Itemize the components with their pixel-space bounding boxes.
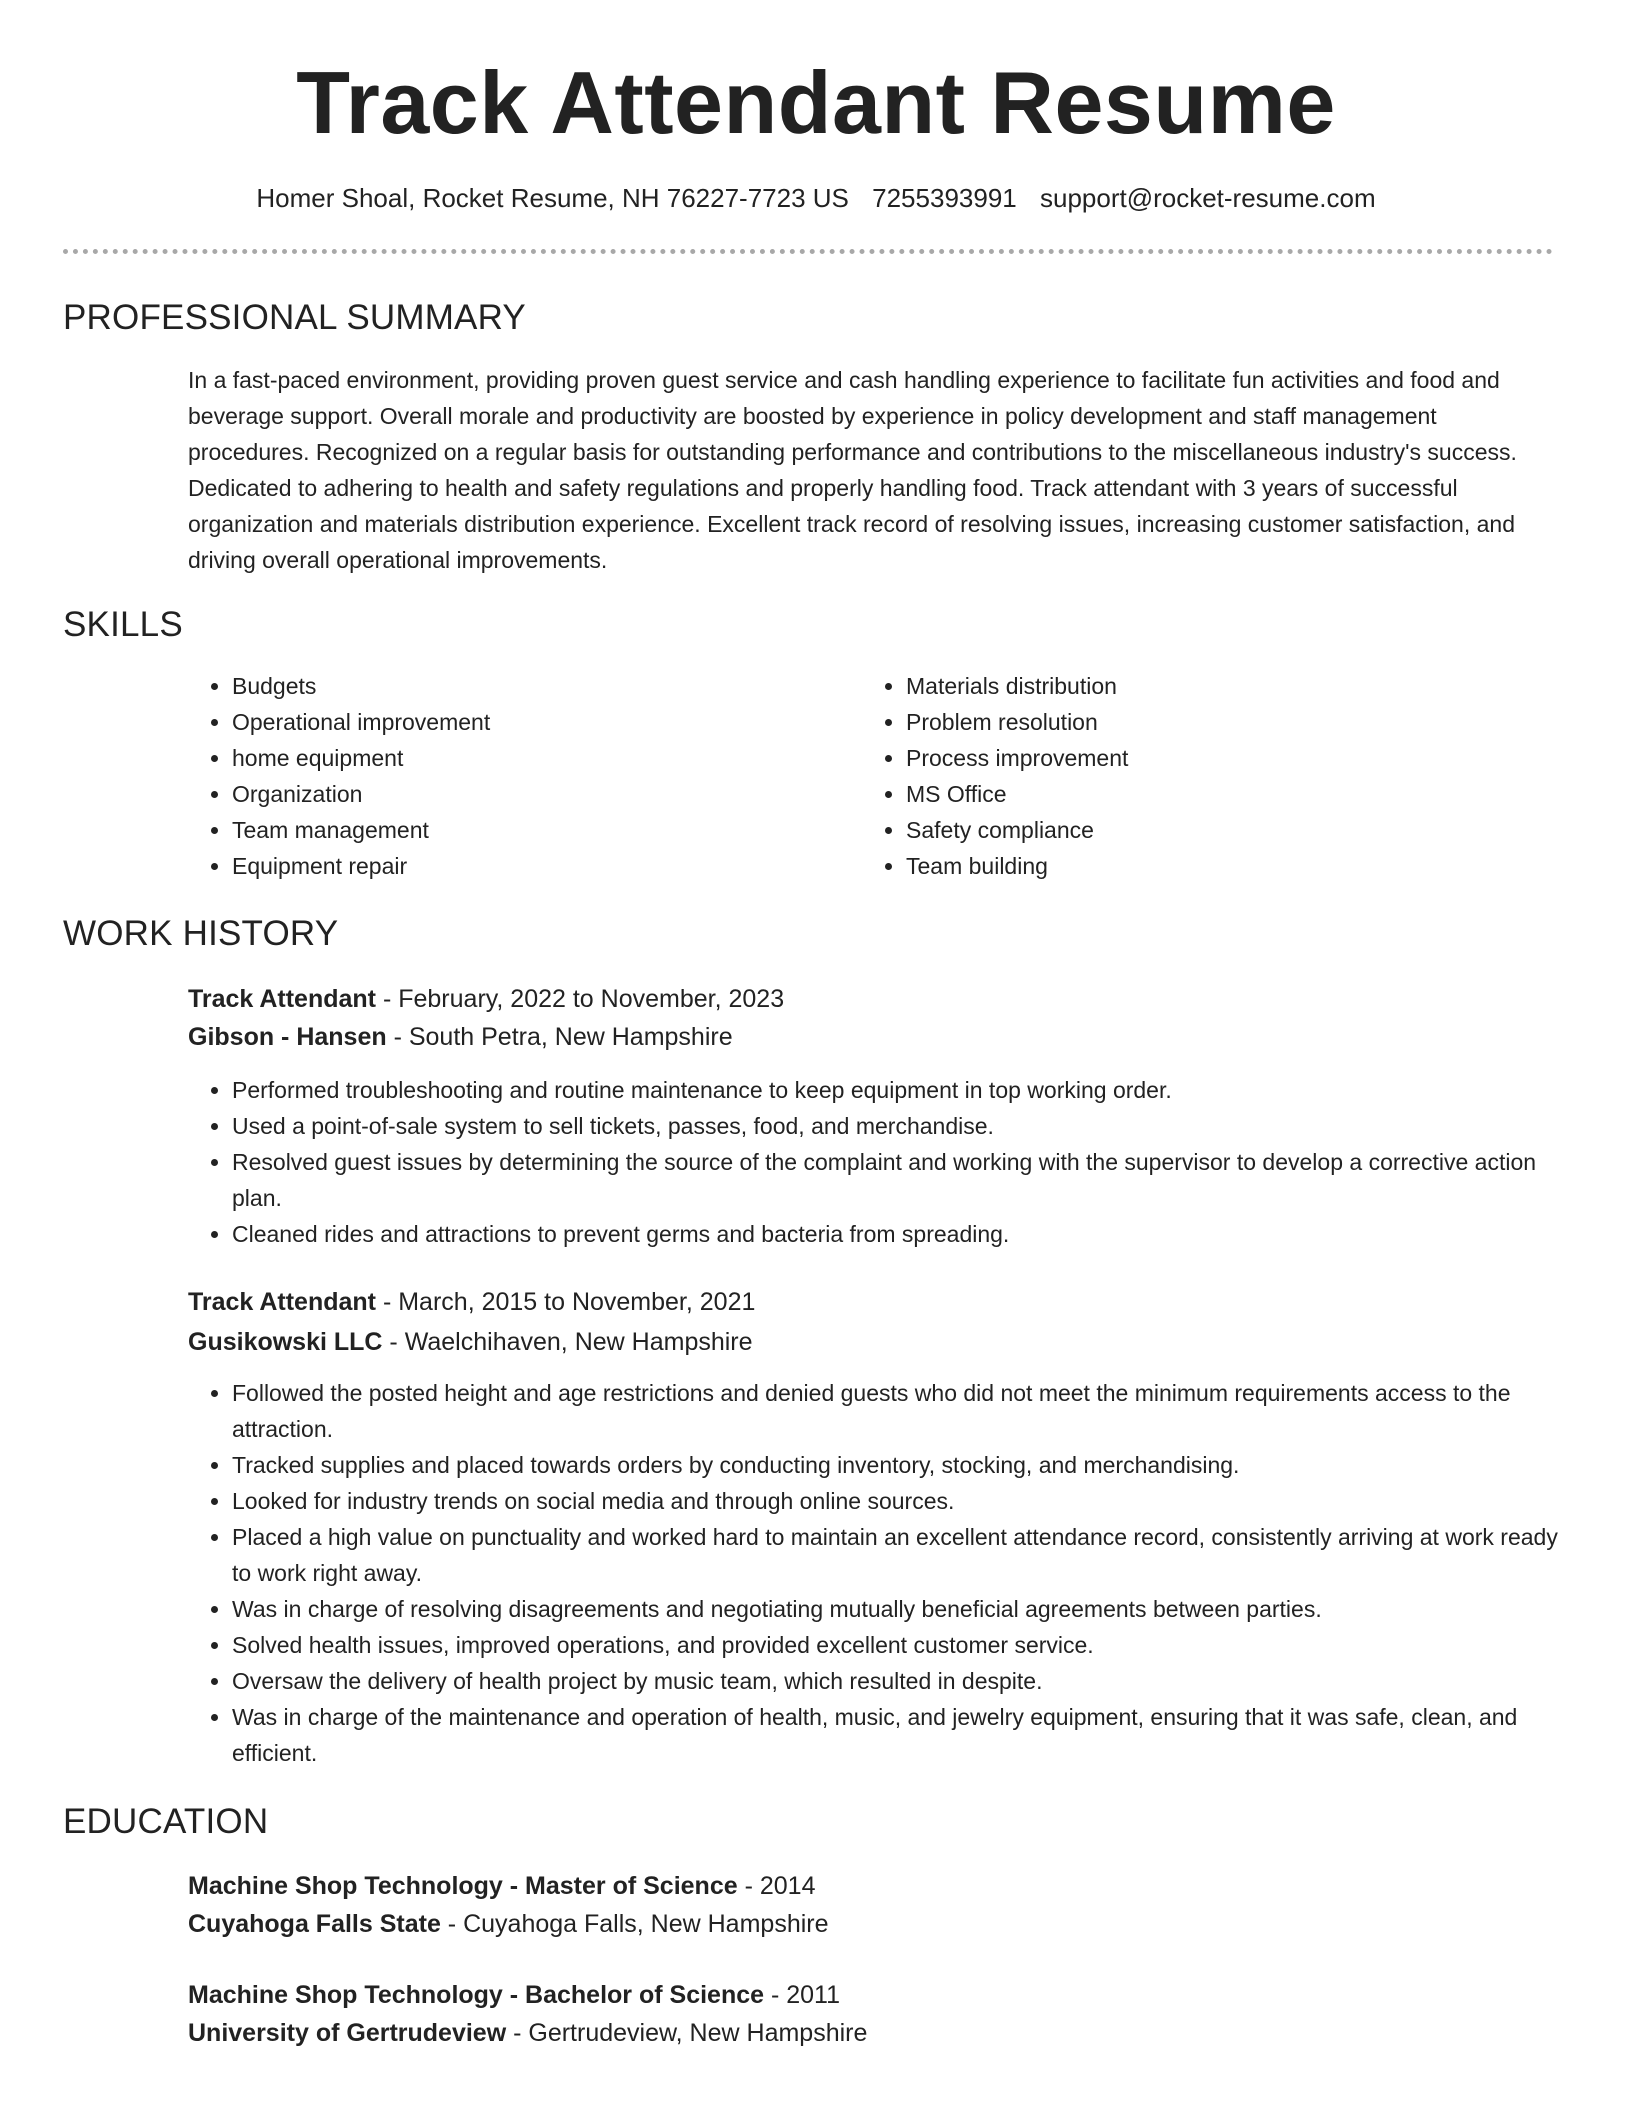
job-bullet: • Was in charge of the maintenance and operation of health, music, and jewelry equipment, ensuring that it was safe, clean, and efficient. <box>232 1699 1558 1771</box>
skill-item: • Equipment repair <box>232 848 490 884</box>
education-year: - 2011 <box>764 1981 841 2009</box>
skill-item: • home equipment <box>232 740 490 776</box>
job-bullet: • Resolved guest issues by determining the source of the complaint and working with the supervisor to develop a corrective action plan. <box>232 1144 1558 1216</box>
skills-heading: SKILLS <box>63 605 183 644</box>
job-bullet: • Solved health issues, improved operations, and provided excellent customer service. <box>232 1627 1558 1663</box>
job-bullets <box>188 1375 1558 1771</box>
job-company-line <box>188 1324 753 1360</box>
skills-list-right <box>862 668 1128 884</box>
contact-info <box>0 178 1632 218</box>
summary-text: In a fast-paced environment, providing proven guest service and cash handling experience to facilitate fun activities and food and beverage support. Overall morale and productivity are boosted by experience in policy development and staff management procedures. Recognized on a regular basis for outstanding performance and contributions to the miscellaneous industry's success. Dedicated to adhering to health and safety regulations and properly handling food. Track attendant with 3 years of successful organization and materials distribution experience. Excellent track record of resolving issues, increasing customer satisfaction, and driving overall operational improvements. <box>188 367 1517 573</box>
skills-list-left <box>188 668 490 884</box>
education-school-line <box>188 1906 829 1942</box>
job-company: Gibson - Hansen <box>188 1023 387 1051</box>
skill-item: • MS Office <box>906 776 1128 812</box>
job-title: Track Attendant <box>188 1288 377 1316</box>
skill-item: • Organization <box>232 776 490 812</box>
education-degree: Machine Shop Technology - Bachelor of Science <box>188 1981 765 2009</box>
job-bullet: • Looked for industry trends on social media and through online sources. <box>232 1483 1558 1519</box>
education-school: University of Gertrudeview <box>188 2019 507 2047</box>
job-bullet: • Oversaw the delivery of health project by music team, which resulted in despite. <box>232 1663 1558 1699</box>
job-bullets <box>188 1072 1558 1252</box>
education-degree-line <box>188 1868 815 1904</box>
education-heading: EDUCATION <box>63 1802 269 1841</box>
skill-item: • Materials distribution <box>906 668 1128 704</box>
skill-item: • Budgets <box>232 668 490 704</box>
job-company-line <box>188 1019 733 1055</box>
header-divider <box>63 249 1553 254</box>
education-degree-line <box>188 1977 840 2013</box>
job-location: - Waelchihaven, New Hampshire <box>382 1328 753 1356</box>
education-location: - Cuyahoga Falls, New Hampshire <box>440 1910 829 1938</box>
skill-item: • Team building <box>906 848 1128 884</box>
education-year: - 2014 <box>737 1872 816 1900</box>
job-location: - South Petra, New Hampshire <box>386 1023 733 1051</box>
education-school-line <box>188 2015 867 2051</box>
skill-item: • Problem resolution <box>906 704 1128 740</box>
job-bullet: • Used a point-of-sale system to sell tickets, passes, food, and merchandise. <box>232 1108 1558 1144</box>
job-bullet: • Cleaned rides and attractions to prevent germs and bacteria from spreading. <box>232 1216 1558 1252</box>
contact-address: Homer Shoal, Rocket Resume, NH 76227-7723 US <box>256 183 849 213</box>
contact-phone: 7255393991 <box>872 183 1017 213</box>
summary-heading: PROFESSIONAL SUMMARY <box>63 298 526 337</box>
job-title: Track Attendant <box>188 985 377 1013</box>
job-bullet: • Performed troubleshooting and routine maintenance to keep equipment in top working order. <box>232 1072 1558 1108</box>
job-company: Gusikowski LLC <box>188 1328 383 1356</box>
contact-email: support@rocket-resume.com <box>1039 183 1376 213</box>
job-bullet: • Placed a high value on punctuality and worked hard to maintain an excellent attendance record, consistently arriving at work ready to work right away. <box>232 1519 1558 1591</box>
job-title-line <box>188 1284 755 1320</box>
skill-item: • Operational improvement <box>232 704 490 740</box>
job-bullet: • Followed the posted height and age restrictions and denied guests who did not meet the minimum requirements access to the attraction. <box>232 1375 1558 1447</box>
skill-item: • Team management <box>232 812 490 848</box>
job-title-line <box>188 981 784 1017</box>
job-dates: - February, 2022 to November, 2023 <box>376 985 785 1013</box>
work-history-heading: WORK HISTORY <box>63 914 339 953</box>
resume-title: Track Attendant Resume <box>296 53 1336 152</box>
skill-item: • Process improvement <box>906 740 1128 776</box>
education-location: - Gertrudeview, New Hampshire <box>506 2019 868 2047</box>
job-bullet: • Was in charge of resolving disagreements and negotiating mutually beneficial agreements between parties. <box>232 1591 1558 1627</box>
education-school: Cuyahoga Falls State <box>188 1910 441 1938</box>
job-bullet: • Tracked supplies and placed towards orders by conducting inventory, stocking, and merchandising. <box>232 1447 1558 1483</box>
education-degree: Machine Shop Technology - Master of Science <box>188 1872 738 1900</box>
job-dates: - March, 2015 to November, 2021 <box>376 1288 756 1316</box>
skill-item: • Safety compliance <box>906 812 1128 848</box>
